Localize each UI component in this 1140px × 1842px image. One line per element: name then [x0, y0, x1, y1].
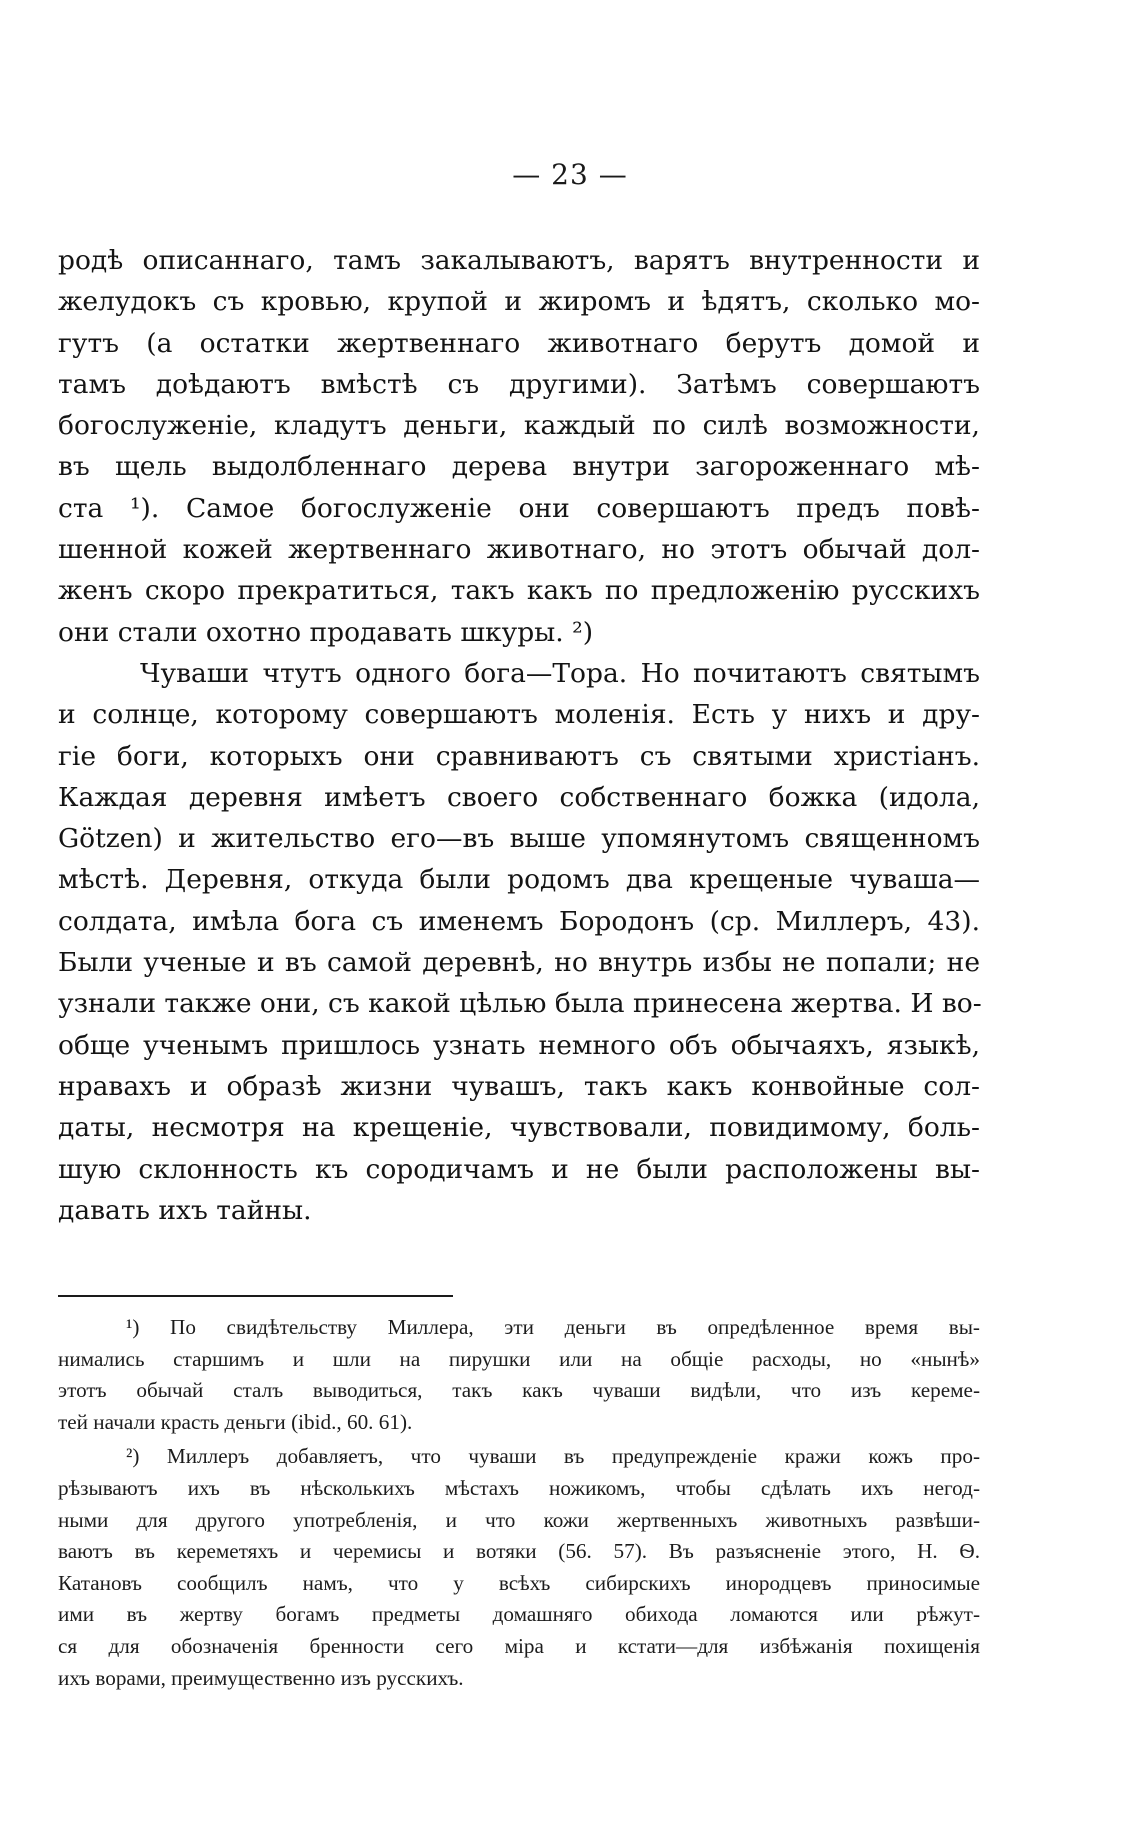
- footnote-line: ²) Миллеръ добавляетъ, что чуваши въ предупрежденіе кражи кожъ про-: [126, 1444, 980, 1469]
- text-line: давать ихъ тайны.: [58, 1194, 312, 1226]
- page-number: — 23 —: [512, 158, 628, 191]
- text-line: родѣ описаннаго, тамъ закалываютъ, варятъ внутренности и: [58, 245, 980, 276]
- footnote-line: ¹) По свидѣтельству Миллера, эти деньги въ опредѣленное время вы-: [126, 1315, 980, 1339]
- text-line: узнали также они, съ какой цѣлью была принесена жертва. И во-: [58, 988, 982, 1020]
- text-line: женъ скоро прекратиться, такъ какъ по предложенію русскихъ: [58, 575, 980, 607]
- text-line: ста ¹). Самое богослуженіе они совершаютъ предъ повѣ-: [58, 492, 980, 524]
- footnote-line: рѣзываютъ ихъ въ нѣсколькихъ мѣстахъ ножикомъ, чтобы сдѣлать ихъ негод-: [58, 1475, 980, 1500]
- footnote-line: ваютъ въ кереметяхъ и черемисы и вотяки (56. 57). Въ разъясненіе этого, Н. Ѳ.: [58, 1539, 980, 1564]
- text-line: желудокъ съ кровью, крупой и жиромъ и ѣдятъ, сколько мо-: [58, 286, 980, 318]
- text-line: нравахъ и образѣ жизни чувашъ, такъ какъ конвойные сол-: [58, 1070, 980, 1102]
- text-line: солдата, имѣла бога съ именемъ Бородонъ (ср. Миллеръ, 43).: [58, 905, 980, 937]
- body-text: [58, 240, 980, 1231]
- footnote-1: [58, 1312, 980, 1438]
- footnote-line: тей начали красть деньги (ibid., 60. 61).: [58, 1409, 413, 1434]
- footnote-line: ными для другого употребленія, и что кожи жертвенныхъ животныхъ развѣши-: [58, 1507, 980, 1532]
- text-line: Чуваши чтутъ одного бога—Тора. Но почитаютъ святымъ: [140, 657, 980, 689]
- text-line: шенной кожей жертвеннаго животнаго, но этотъ обычай дол-: [58, 534, 980, 566]
- text-line: Götzen) и жительство его—въ выше упомянутомъ священномъ: [58, 823, 980, 855]
- text-line: тамъ доѣдаютъ вмѣстѣ съ другими). Затѣмъ совершаютъ: [58, 368, 980, 400]
- text-line: шую склонность къ сородичамъ и не были расположены вы-: [58, 1153, 980, 1185]
- footnote-line: нимались старшимъ и шли на пирушки или на общіе расходы, но «нынѣ»: [58, 1346, 980, 1371]
- text-line: даты, несмотря на крещеніе, чувствовали, повидимому, боль-: [58, 1112, 980, 1144]
- text-line: богослуженіе, кладутъ деньги, каждый по силѣ возможности,: [58, 410, 980, 442]
- text-line: они стали охотно продавать шкуры. ²): [58, 616, 594, 648]
- footnote-line: ся для обозначенія бренности сего міра и кстати—для избѣжанія похищенія: [58, 1633, 980, 1658]
- text-line: гутъ (а остатки жертвеннаго животнаго берутъ домой и: [58, 327, 980, 359]
- footnote-divider: [58, 1295, 453, 1297]
- text-line: обще ученымъ пришлось узнать немного объ обычаяхъ, языкѣ,: [58, 1029, 980, 1061]
- text-line: Были ученые и въ самой деревнѣ, но внутрь избы не попали; не: [58, 947, 980, 979]
- paragraph-2: [58, 653, 980, 1231]
- paragraph-1: [58, 240, 980, 653]
- text-line: гіе боги, которыхъ они сравниваютъ съ святыми христіанъ.: [58, 740, 980, 772]
- footnote-line: ими въ жертву богамъ предметы домашняго обихода ломаются или рѣжут-: [58, 1602, 980, 1627]
- footnote-line: Катановъ сообщилъ намъ, что у всѣхъ сибирскихъ инородцевъ приносимые: [58, 1570, 980, 1595]
- footnote-line: этотъ обычай сталъ выводиться, такъ какъ чуваши видѣли, что изъ кереме-: [58, 1378, 980, 1403]
- text-line: Каждая деревня имѣетъ своего собственнаго божка (идола,: [58, 781, 980, 813]
- text-line: и солнце, которому совершаютъ моленія. Есть у нихъ и дру-: [58, 699, 980, 731]
- footnotes: [58, 1312, 980, 1694]
- footnote-2: [58, 1441, 980, 1694]
- text-line: въ щель выдолбленнаго дерева внутри загороженнаго мѣ-: [58, 451, 980, 483]
- footnote-line: ихъ ворами, преимущественно изъ русскихъ.: [58, 1665, 464, 1690]
- text-line: мѣстѣ. Деревня, откуда были родомъ два крещеные чуваша—: [58, 864, 980, 896]
